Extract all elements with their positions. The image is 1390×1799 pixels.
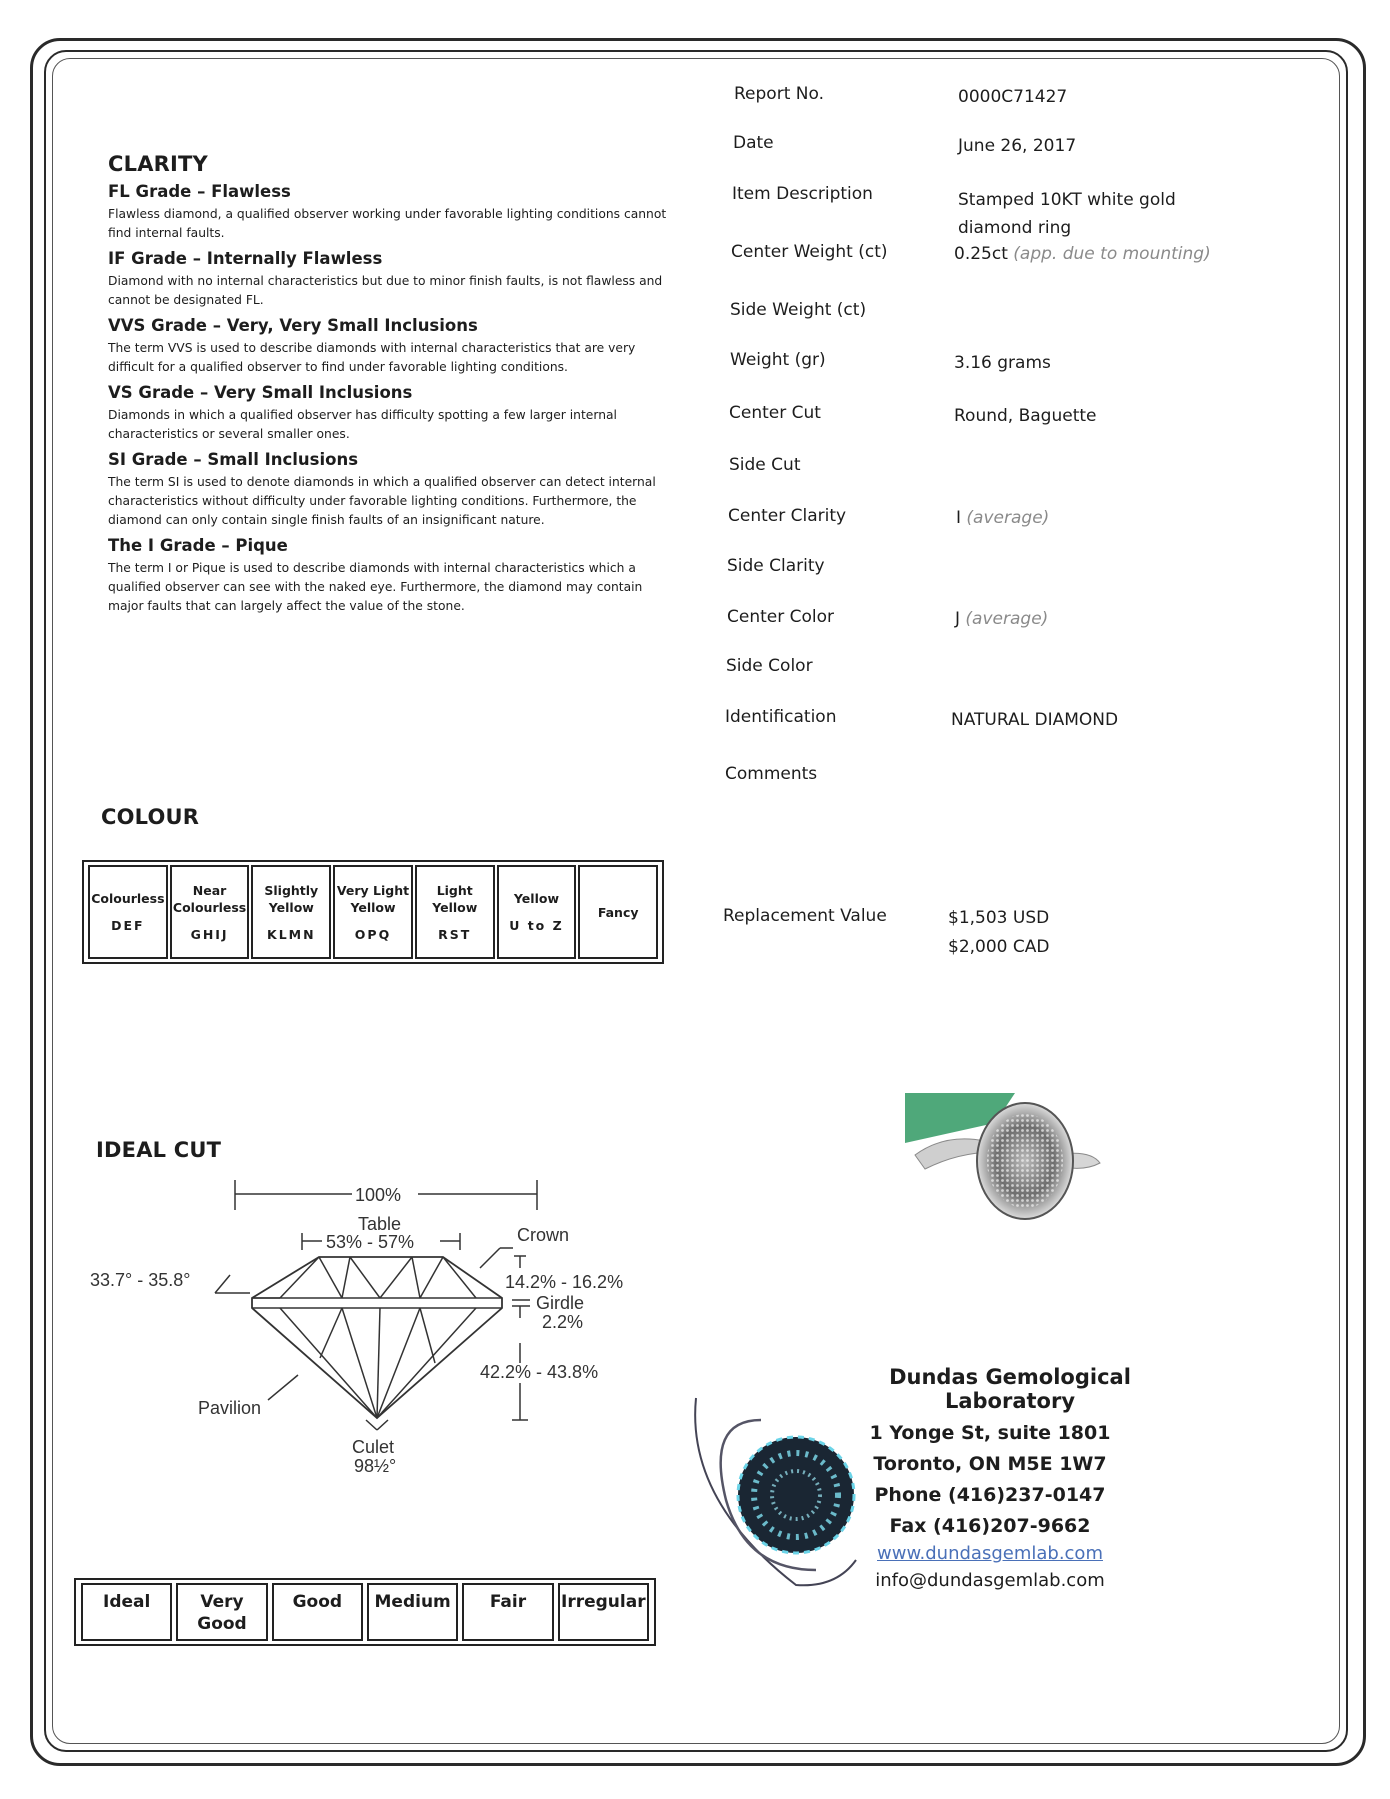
clarity-grade (108, 249, 668, 310)
grade-heading: FL Grade – Flawless (108, 182, 291, 201)
colour-cell (333, 865, 413, 959)
colour-cell (497, 865, 577, 959)
clarity-grade (108, 536, 668, 616)
grade-heading: VVS Grade – Very, Very Small Inclusions (108, 316, 478, 335)
ideal-cut-title: IDEAL CUT (96, 1138, 222, 1162)
colour-letters: GHIJ (190, 926, 229, 942)
lab-email: info@dundasgemlab.com (875, 1570, 1105, 1591)
cut-grade-cell: Ideal (81, 1583, 172, 1641)
colour-title: COLOUR (101, 805, 200, 829)
clarity-title: CLARITY (108, 152, 208, 176)
cut-grade-cell: Good (272, 1583, 363, 1641)
ring-photo (905, 1093, 1105, 1233)
lab-fax: Fax (416)207-9662 (889, 1515, 1091, 1537)
clarity-grade (108, 316, 668, 377)
colour-name: Near Colourless (172, 882, 247, 915)
grade-description: Flawless diamond, a qualified observer working under favorable lighting conditions cannot find internal faults. (108, 207, 667, 240)
table-range-label: 53% - 57% (326, 1232, 415, 1252)
center-clarity-note: (average) (966, 508, 1050, 528)
colour-name: Very Light Yellow (336, 882, 410, 915)
ideal-cut-diagram (90, 1168, 670, 1498)
colour-letters: RST (438, 926, 472, 942)
pavilion-label: Pavilion (198, 1398, 262, 1418)
grade-description: Diamonds in which a qualified observer has difficulty spotting a few larger internal characteristics or several smaller ones. (108, 408, 617, 441)
colour-name: Yellow (513, 891, 559, 906)
item-description-label: Item Description (732, 184, 873, 204)
replacement-usd: $1,503 USD (948, 908, 1050, 928)
lab-address: 1 Yonge St, suite 1801 (869, 1422, 1111, 1444)
grade-heading: VS Grade – Very Small Inclusions (108, 383, 413, 402)
report-no-label: Report No. (734, 84, 824, 104)
cut-grade-cell: Medium (367, 1583, 458, 1641)
replacement-value-label: Replacement Value (723, 906, 887, 926)
side-cut-label: Side Cut (729, 455, 801, 475)
crown-angle-label: 33.7° - 35.8° (90, 1270, 191, 1290)
center-clarity-label: Center Clarity (728, 506, 847, 526)
center-weight-label: Center Weight (ct) (731, 242, 888, 262)
grade-description: The term I or Pique is used to describe diamonds with internal characteristics which a qualified observer can see with the naked eye. Furthermore, the diamond may contain major faults that can largely affect the value of the stone. (108, 561, 643, 613)
date-label: Date (733, 133, 774, 153)
clarity-section (108, 152, 668, 616)
colour-scale-table (82, 860, 664, 964)
side-weight-label: Side Weight (ct) (730, 300, 867, 320)
grade-heading: IF Grade – Internally Flawless (108, 249, 383, 268)
center-cut-label: Center Cut (729, 403, 821, 423)
center-color-note: (average) (965, 609, 1049, 629)
item-description-value: Stamped 10KT white gold diamond ring (958, 190, 1176, 238)
colour-name: Light Yellow (432, 882, 478, 915)
width-label: 100% (355, 1185, 402, 1205)
lab-city: Toronto, ON M5E 1W7 (873, 1453, 1107, 1475)
crown-label: Crown (517, 1225, 570, 1245)
table-label: Table (358, 1214, 402, 1234)
grade-description: Diamond with no internal characteristics but due to minor finish faults, is not flawless and cannot be designated FL. (108, 274, 663, 307)
center-color-value: J (955, 609, 961, 629)
side-clarity-label: Side Clarity (727, 556, 825, 576)
lab-name: Dundas Gemological Laboratory (889, 1365, 1131, 1413)
crown-height-label: 14.2% - 16.2% (505, 1272, 624, 1292)
colour-cell (578, 865, 658, 959)
girdle-value-label: 2.2% (542, 1312, 584, 1332)
colour-cell (251, 865, 331, 959)
girdle-label: Girdle (536, 1293, 585, 1313)
cut-grade-cell: Fair (462, 1583, 553, 1641)
side-color-label: Side Color (726, 656, 813, 676)
lab-contact-block (800, 1365, 1180, 1591)
clarity-grade (108, 383, 668, 444)
culet-value-label: 98½° (354, 1456, 397, 1476)
identification-value: NATURAL DIAMOND (951, 710, 1119, 730)
identification-label: Identification (725, 707, 837, 727)
culet-label: Culet (352, 1437, 395, 1457)
center-clarity-value: I (956, 508, 962, 528)
colour-letters: OPQ (354, 926, 392, 942)
colour-name: Fancy (597, 904, 639, 920)
center-weight-field (954, 244, 1211, 264)
grade-heading: SI Grade – Small Inclusions (108, 450, 359, 469)
lab-website-link[interactable]: www.dundasgemlab.com (877, 1543, 1103, 1564)
clarity-grade (108, 182, 668, 243)
colour-cell (170, 865, 250, 959)
colour-letters: KLMN (267, 926, 316, 942)
center-color-label: Center Color (727, 607, 835, 627)
pavilion-depth-label: 42.2% - 43.8% (480, 1362, 599, 1382)
colour-cell (88, 865, 168, 959)
colour-letters: DEF (111, 918, 145, 933)
center-weight-value: 0.25ct (954, 244, 1008, 264)
colour-name: Colourless (91, 891, 165, 906)
report-no-value: 0000C71427 (958, 87, 1068, 107)
date-value: June 26, 2017 (958, 136, 1077, 156)
lab-phone: Phone (416)237-0147 (874, 1484, 1106, 1506)
comments-label: Comments (725, 764, 818, 784)
colour-letters: U to Z (509, 918, 564, 933)
cut-grade-cell: Irregular (558, 1583, 649, 1641)
colour-name: Slightly Yellow (264, 882, 319, 915)
clarity-grade (108, 450, 668, 530)
weight-label: Weight (gr) (730, 350, 826, 370)
replacement-cad: $2,000 CAD (948, 937, 1050, 957)
colour-cell (415, 865, 495, 959)
cut-grade-table (74, 1578, 656, 1646)
cut-grade-cell: Very Good (176, 1583, 267, 1641)
grade-description: The term VVS is used to describe diamonds with internal characteristics that are very difficult for a qualified observer to find under favorable lighting conditions. (108, 341, 636, 374)
center-cut-value: Round, Baguette (954, 406, 1097, 426)
grade-heading: The I Grade – Pique (108, 536, 288, 555)
center-weight-note: (app. due to mounting) (1013, 244, 1211, 264)
weight-value: 3.16 grams (954, 353, 1051, 373)
grade-description: The term SI is used to denote diamonds in which a qualified observer can detect internal characteristics without difficulty under favorable lighting conditions. Furthermore, the diamond can only contain single finish faults of an insignificant nature. (108, 475, 656, 527)
center-color-field (955, 609, 1048, 629)
center-clarity-field (956, 508, 1049, 528)
